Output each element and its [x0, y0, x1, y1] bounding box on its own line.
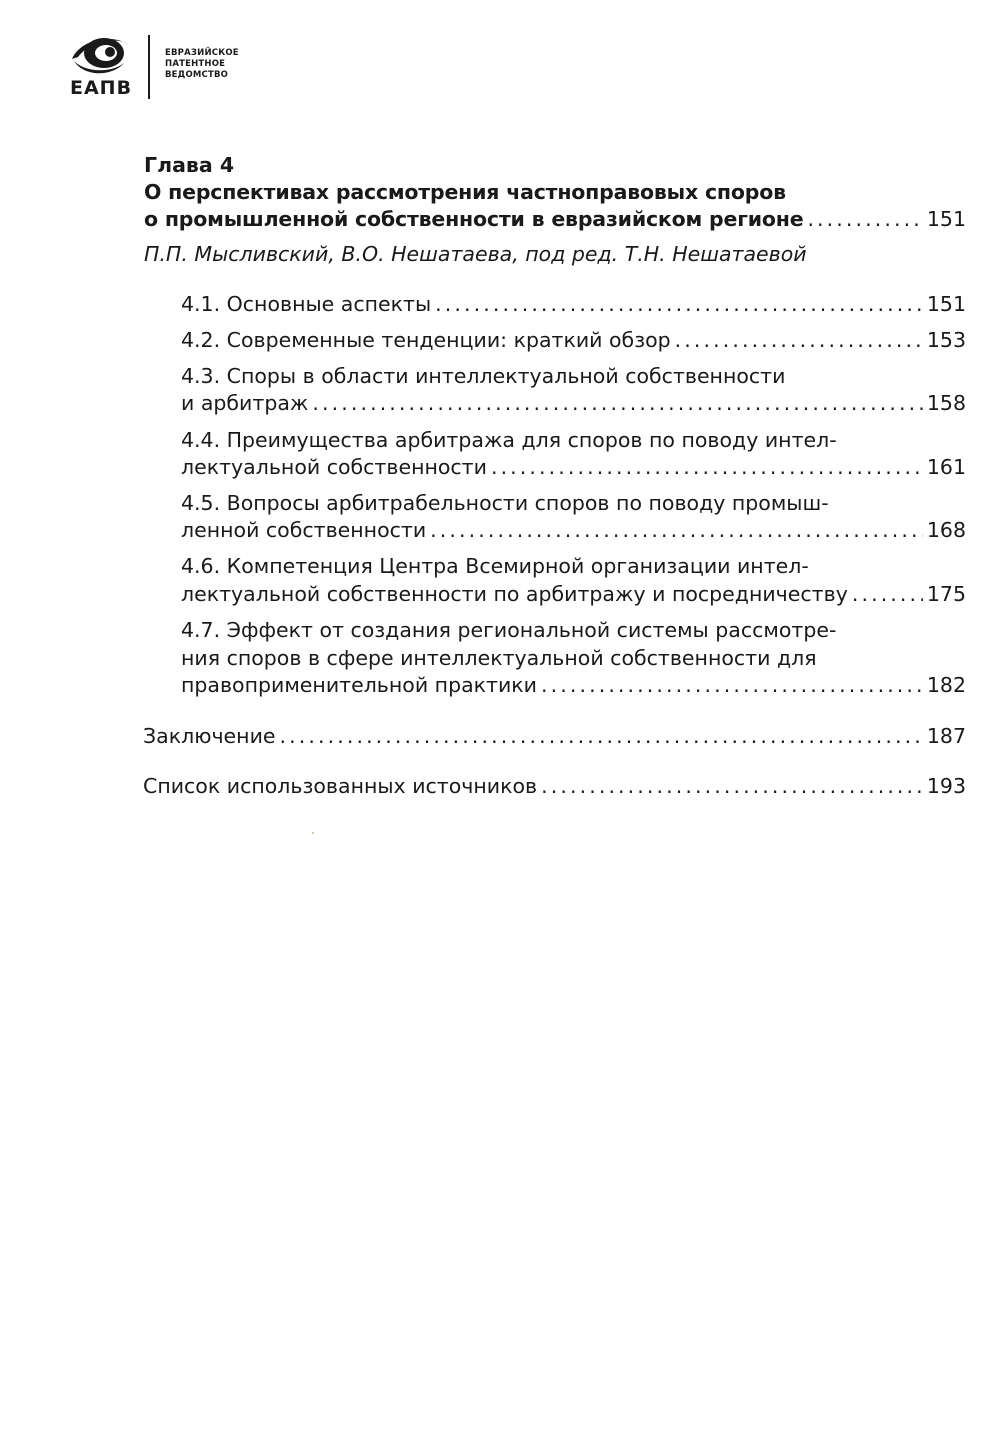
leader-dots [435, 292, 923, 316]
toc-entry-title: лектуальной собственности по арбитражу и посредничеству [181, 582, 848, 606]
toc-entry-title: лектуальной собственности [181, 455, 487, 479]
toc-entry-title: Заключение [143, 724, 276, 748]
leader-dots [807, 207, 922, 231]
toc-entry-title: правоприменительной практики [181, 673, 537, 697]
toc-entry-4-4[interactable] [181, 455, 966, 479]
logo-text-line-2: ПАТЕНТНОЕ [165, 59, 226, 69]
toc-entry-4-1[interactable] [181, 292, 966, 316]
toc-entry-4-7-line-2: ния споров в сфере интеллектуальной собственности для [181, 646, 817, 670]
leader-dots [675, 328, 923, 352]
page-number: 161 [926, 455, 966, 479]
toc-entry-title: Список использованных источников [143, 774, 538, 798]
toc-entry-4-5-line-1: 4.5. Вопросы арбитрабельности споров по поводу промыш- [181, 491, 829, 515]
logo-divider [148, 35, 150, 99]
page-number: 168 [926, 518, 966, 542]
leader-dots [541, 774, 923, 798]
toc-entry-4-3[interactable] [181, 391, 966, 415]
scan-speck [312, 832, 314, 834]
eye-icon [68, 33, 130, 77]
publisher-logo [64, 33, 284, 103]
logo-text-line-3: ВЕДОМСТВО [165, 70, 229, 80]
logo-text [165, 48, 239, 81]
toc-entry-4-7-line-1: 4.7. Эффект от создания региональной системы рассмотре- [181, 618, 837, 642]
toc-entry-title: 4.2. Современные тенденции: краткий обзор [181, 328, 671, 352]
page-number: 175 [926, 582, 966, 606]
leader-dots [430, 518, 923, 542]
toc-entry-title: 4.1. Основные аспекты [181, 292, 432, 316]
leader-dots [852, 582, 923, 606]
page-number: 158 [926, 391, 966, 415]
leader-dots [280, 724, 923, 748]
toc-entry-4-4-line-1: 4.4. Преимущества арбитража для споров по поводу интел- [181, 428, 837, 452]
page-number: 182 [926, 673, 966, 697]
page-number: 151 [926, 207, 966, 231]
toc-entry-4-2[interactable] [181, 328, 966, 352]
toc-entry-references[interactable] [143, 774, 966, 798]
page-number: 187 [926, 724, 966, 748]
toc-entry-4-5[interactable] [181, 518, 966, 542]
chapter-title-line-2: о промышленной собственности в евразийском регионе [144, 207, 804, 231]
toc-entry-title: ленной собственности [181, 518, 427, 542]
leader-dots [541, 673, 923, 697]
page-number: 153 [926, 328, 966, 352]
chapter-title-line-1: О перспективах рассмотрения частноправовых споров [144, 180, 786, 204]
page-number: 193 [926, 774, 966, 798]
toc-entry-4-3-line-1: 4.3. Споры в области интеллектуальной собственности [181, 364, 786, 388]
logo-text-line-1: ЕВРАЗИЙСКОЕ [165, 48, 239, 58]
chapter-authors: П.П. Мысливский, В.О. Нешатаева, под ред. Т.Н. Нешатаевой [144, 242, 807, 266]
leader-dots [312, 391, 922, 415]
chapter-title-entry[interactable] [144, 207, 966, 231]
toc-entry-4-7[interactable] [181, 673, 966, 697]
toc-entry-4-6[interactable] [181, 582, 966, 606]
chapter-label: Глава 4 [144, 153, 235, 177]
logo-abbreviation: ЕАПВ [70, 77, 133, 99]
toc-entry-title: и арбитраж [181, 391, 309, 415]
toc-entry-4-6-line-1: 4.6. Компетенция Центра Всемирной организации интел- [181, 554, 809, 578]
toc-entry-conclusion[interactable] [143, 724, 966, 748]
page-number: 151 [926, 292, 966, 316]
leader-dots [491, 455, 923, 479]
